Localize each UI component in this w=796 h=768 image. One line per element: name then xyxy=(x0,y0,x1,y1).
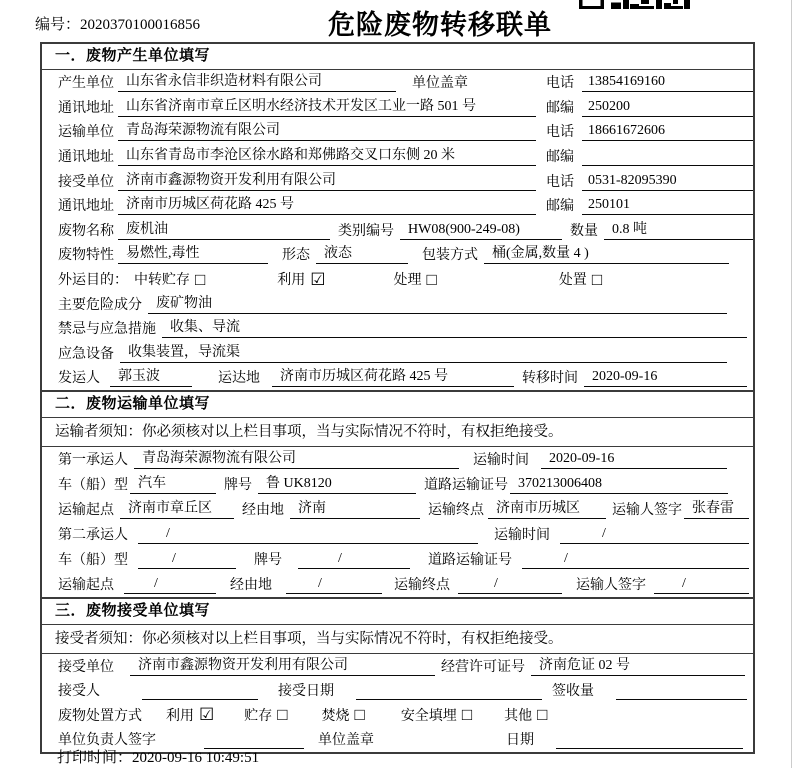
phone-value-field: 18661672606 xyxy=(582,121,753,141)
receiver-notice: 接受者须知：你必须核对以上栏目事项，当与实际情况不符时，有权拒绝接受。 xyxy=(42,625,753,654)
producer-right xyxy=(546,72,753,92)
serial-label: 编号： xyxy=(35,17,81,33)
carrier-sign-label: 运输人签字 xyxy=(576,578,646,594)
row-route2 xyxy=(42,572,753,597)
row-emergency-equipment xyxy=(42,341,753,366)
section-transport-header: 二．废物运输单位填写 xyxy=(42,392,753,418)
receiver-right xyxy=(546,171,753,191)
receiver-left xyxy=(58,171,546,191)
checkbox-unchecked-icon: □ xyxy=(195,269,206,289)
receipt-qty-field xyxy=(616,680,747,700)
receiver-value-field: 济南市鑫源物资开发利用有限公司 xyxy=(118,171,536,191)
row-disposal-method xyxy=(42,703,753,728)
transport-time-label: 运输时间 xyxy=(494,528,550,544)
route-via-label: 经由地 xyxy=(242,503,284,519)
page-title: 危险废物转移联单 xyxy=(328,10,552,40)
dispatcher-field: 郭玉波 xyxy=(110,367,192,387)
transport-time-field: / xyxy=(560,524,749,544)
equipment-label: 应急设备 xyxy=(58,346,114,362)
section-transport xyxy=(42,390,753,597)
option-label: 处置 xyxy=(558,273,587,289)
address-value-field: 济南市历城区荷花路 425 号 xyxy=(118,195,536,215)
zip-value-field: 250200 xyxy=(582,97,753,117)
row-dispatch xyxy=(42,365,753,390)
row-hazard-component xyxy=(42,291,753,316)
accept-date-label: 接受日期 xyxy=(278,684,334,700)
vehicle-type-label: 车（船）型 xyxy=(58,478,128,494)
row-route1 xyxy=(42,497,753,522)
permit-label: 经营许可证号 xyxy=(441,659,525,675)
print-time xyxy=(57,746,259,767)
row-producer xyxy=(42,70,753,95)
transport-time-label: 运输时间 xyxy=(473,453,529,469)
purpose-label: 外运目的： xyxy=(58,273,128,289)
accepting-unit-field: 济南市鑫源物资开发利用有限公司 xyxy=(130,656,435,676)
responsible-sign-label: 单位负责人签字 xyxy=(58,733,156,749)
carrier1-label: 第一承运人 xyxy=(58,453,128,469)
accept-date-field xyxy=(356,680,542,700)
address-label: 通讯地址 xyxy=(58,150,114,166)
zip-label: 邮编 xyxy=(546,199,574,215)
plate-label: 牌号 xyxy=(224,478,252,494)
row-vehicle1 xyxy=(42,472,753,497)
route-end-label: 运输终点 xyxy=(394,578,450,594)
phone-label: 电话 xyxy=(546,125,574,141)
form-label: 形态 xyxy=(282,248,310,264)
disposal-option-other xyxy=(504,705,547,725)
waste-name-field: 废机油 xyxy=(118,220,330,240)
qr-code-fragment xyxy=(578,0,690,9)
acceptor-label: 接受人 xyxy=(58,684,100,700)
row-vehicle2 xyxy=(42,547,753,572)
route-end-field: / xyxy=(458,574,562,594)
row-producer-address xyxy=(42,95,753,120)
disposal-option-incineration xyxy=(322,705,365,725)
route-via-field: 济南 xyxy=(290,499,420,519)
option-label: 焚烧 xyxy=(321,708,350,724)
row-carrier2 xyxy=(42,522,753,547)
disposal-option-landfill xyxy=(401,705,472,725)
road-license-field: 370213006408 xyxy=(510,474,728,494)
purpose-option-reuse xyxy=(277,269,325,289)
row-accepting-unit xyxy=(42,654,753,679)
unit-seal-label: 单位盖章 xyxy=(412,76,468,92)
section-producer xyxy=(42,44,753,390)
category-field: HW08(900-249-08) xyxy=(400,220,562,240)
carrier2-field: / xyxy=(138,524,478,544)
plate-field: / xyxy=(298,549,410,569)
producer-address-right xyxy=(546,97,753,117)
checkbox-checked-icon: ☑ xyxy=(310,269,326,289)
checkbox-unchecked-icon: □ xyxy=(277,705,288,725)
carrier2-label: 第二承运人 xyxy=(58,528,128,544)
qty-label: 数量 xyxy=(570,223,598,239)
transfer-time-field: 2020-09-16 xyxy=(584,367,747,387)
address-label: 通讯地址 xyxy=(58,199,114,215)
carrier-sign-label: 运输人签字 xyxy=(612,503,682,519)
receiver-label: 接受单位 xyxy=(58,174,114,190)
transport-notice: 运输者须知：你必须核对以上栏目事项，当与实际情况不符时，有权拒绝接受。 xyxy=(42,418,753,447)
checkbox-unchecked-icon: □ xyxy=(591,269,603,289)
row-carrier1 xyxy=(42,447,753,472)
route-via-field: / xyxy=(286,574,382,594)
date-field xyxy=(556,729,743,749)
carrier1-field: 青岛海荣源物流有限公司 xyxy=(134,449,459,469)
checkbox-checked-icon: ☑ xyxy=(199,705,215,725)
producer-address-left xyxy=(58,97,546,117)
road-license-label: 道路运输证号 xyxy=(424,478,508,494)
plate-field: 鲁 UK8120 xyxy=(258,474,416,494)
zip-value-field: 250101 xyxy=(582,195,753,215)
checkbox-unchecked-icon: □ xyxy=(354,705,365,725)
qty-field: 0.8 吨 xyxy=(604,220,753,240)
carrier-sign-field: / xyxy=(654,574,749,594)
packing-field: 桶(金属,数量 4 ) xyxy=(484,244,729,264)
measures-field: 收集、导流 xyxy=(162,318,747,338)
acceptor-field xyxy=(142,680,258,700)
route-start-field: / xyxy=(124,574,216,594)
route-end-label: 运输终点 xyxy=(428,503,484,519)
section-receiver-header: 三．废物接受单位填写 xyxy=(42,599,753,625)
route-end-field: 济南市历城区 xyxy=(488,499,606,519)
option-label: 其他 xyxy=(504,708,533,724)
zip-value-field xyxy=(582,146,753,166)
row-receiver xyxy=(42,168,753,193)
vehicle-type-label: 车（船）型 xyxy=(58,553,128,569)
purpose-option-transit-storage xyxy=(134,269,205,289)
transporter-label: 运输单位 xyxy=(58,125,114,141)
accepting-unit-label: 接受单位 xyxy=(58,659,114,675)
transporter-value-field: 青岛海荣源物流有限公司 xyxy=(118,121,536,141)
row-waste-traits xyxy=(42,242,753,267)
packing-label: 包装方式 xyxy=(422,248,478,264)
row-acceptor xyxy=(42,678,753,703)
checkbox-unchecked-icon: □ xyxy=(537,705,548,725)
address-value-field: 山东省青岛市李沧区徐水路和郑佛路交叉口东侧 20 米 xyxy=(118,146,536,166)
option-label: 贮存 xyxy=(244,708,273,724)
measures-label: 禁忌与应急措施 xyxy=(58,322,156,338)
phone-label: 电话 xyxy=(546,76,574,92)
phone-value-field: 0531-82095390 xyxy=(582,171,753,191)
route-start-field: 济南市章丘区 xyxy=(120,499,234,519)
route-via-label: 经由地 xyxy=(230,578,272,594)
row-receiver-address xyxy=(42,193,753,218)
transporter-right xyxy=(546,121,753,141)
hazard-label: 主要危险成分 xyxy=(58,297,142,313)
producer-value-field: 山东省永信非织造材料有限公司 xyxy=(118,72,396,92)
road-license-label: 道路运输证号 xyxy=(428,553,512,569)
address-value-field: 山东省济南市章丘区明水经济技术开发区工业一路 501 号 xyxy=(118,97,536,117)
receipt-qty-label: 签收量 xyxy=(552,684,594,700)
transporter-address-right xyxy=(546,146,753,166)
transport-time-field: 2020-09-16 xyxy=(541,449,727,469)
disposal-option-reuse xyxy=(166,705,214,725)
route-start-label: 运输起点 xyxy=(58,503,114,519)
row-emergency-measures xyxy=(42,316,753,341)
row-transfer-purpose xyxy=(42,267,753,292)
plate-label: 牌号 xyxy=(254,553,282,569)
carrier-sign-field: 张春雷 xyxy=(684,499,749,519)
producer-label: 产生单位 xyxy=(58,76,114,92)
row-waste-name xyxy=(42,218,753,243)
road-license-field: / xyxy=(522,549,749,569)
row-transporter-address xyxy=(42,144,753,169)
vehicle-type-field: / xyxy=(138,549,236,569)
serial-value: 2020370100016856 xyxy=(80,17,201,33)
option-label: 利用 xyxy=(166,708,194,724)
waste-name-label: 废物名称 xyxy=(58,223,114,239)
checkbox-unchecked-icon: □ xyxy=(461,705,473,725)
receiver-address-right xyxy=(546,195,753,215)
destination-label: 运达地 xyxy=(218,371,260,387)
phone-value-field: 13854169160 xyxy=(582,72,753,92)
equipment-field: 收集装置，导流渠 xyxy=(120,343,727,363)
zip-label: 邮编 xyxy=(546,100,574,116)
option-label: 处理 xyxy=(393,273,422,289)
category-label: 类别编号 xyxy=(338,223,394,239)
receiver-address-left xyxy=(58,195,546,215)
route-start-label: 运输起点 xyxy=(58,578,114,594)
section-receiver xyxy=(42,597,753,752)
disposal-label: 废物处置方式 xyxy=(58,708,142,724)
hazard-field: 废矿物油 xyxy=(148,294,727,314)
date-label: 日期 xyxy=(506,733,534,749)
checkbox-unchecked-icon: □ xyxy=(426,269,437,289)
transporter-left xyxy=(58,121,546,141)
print-time-value: 2020-09-16 10:49:51 xyxy=(132,750,260,766)
producer-left xyxy=(58,72,546,92)
traits-field: 易燃性,毒性 xyxy=(118,244,268,264)
disposal-option-storage xyxy=(244,705,287,725)
zip-label: 邮编 xyxy=(546,150,574,166)
permit-field: 济南危证 02 号 xyxy=(531,656,745,676)
destination-field: 济南市历城区荷花路 425 号 xyxy=(272,367,514,387)
transfer-time-label: 转移时间 xyxy=(522,371,578,387)
row-transporter xyxy=(42,119,753,144)
unit-seal-label: 单位盖章 xyxy=(318,733,374,749)
transporter-address-left xyxy=(58,146,546,166)
phone-label: 电话 xyxy=(546,174,574,190)
section-producer-header: 一．废物产生单位填写 xyxy=(42,44,753,70)
form-field: 液态 xyxy=(316,244,408,264)
print-time-label: 打印时间： xyxy=(57,750,133,766)
purpose-option-treatment xyxy=(394,269,437,289)
dispatcher-label: 发运人 xyxy=(58,371,100,387)
traits-label: 废物特性 xyxy=(58,248,114,264)
vehicle-type-field: 汽车 xyxy=(130,474,216,494)
transfer-form xyxy=(40,42,755,754)
address-label: 通讯地址 xyxy=(58,100,114,116)
option-label: 中转贮存 xyxy=(134,273,190,289)
purpose-option-disposal xyxy=(559,269,602,289)
scan-page-edge xyxy=(791,0,792,768)
option-label: 利用 xyxy=(277,273,306,289)
option-label: 安全填埋 xyxy=(400,708,457,724)
